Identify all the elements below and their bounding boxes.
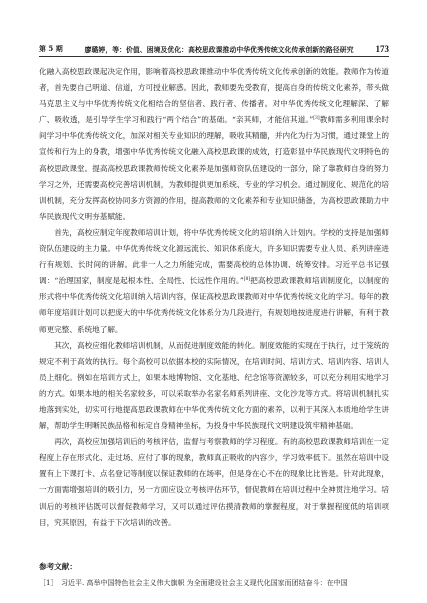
running-header: [39, 42, 389, 54]
references-heading: 参考文献：: [39, 562, 77, 571]
reference-text: 习近平. 高举中国特色社会主义伟大旗帜 为全面建设社会主义现代化国家而团结奋斗：在中国: [61, 579, 348, 587]
citation: [8]: [243, 277, 251, 283]
citation: [3]: [313, 116, 320, 122]
reference-number: ［1］: [39, 579, 58, 587]
running-title: 廖璐婷，等：价值、困境及优化：高校思政课推动中华优秀传统文化传承创新的路径研究: [84, 46, 354, 54]
paragraph: [39, 338, 389, 435]
reference-item: [39, 578, 389, 588]
paragraph-text: 其次，高校应细化教师培训机制，从而促进制度效能的转化。制度效能的实现在于执行，过于笼统的规定不利于高效的执行。每个高校可以依据本校的实际情况，在培训时间、培训方式、培训内容、培训人员上细化。例如在培训方式上，如果本地博物馆、文化基地、纪念馆等资源较多，可以充分利用实地学习的方式。如果本地的相关名家较多，可以采取举办名家名师系列讲座、文化沙龙等方式。将培训机制扎实地落到实处，切实可行地提高思政课教师在中华优秀传统文化方面的素养，以利于其深入本质地给学生讲解，帮助学生明晰民族品格和标定自身精神坐标，为投身中华民族现代文明建设筑牢精神基础。: [39, 340, 389, 431]
paragraph-text: 首先，高校应制定年度教师培训计划，将中华优秀传统文化的培训纳入计划内。学校的支持是加强师资队伍建设的主力量。中华优秀传统文化源远流长、知识体系庞大，许多知识需要专业人员、系列讲座进行有规划、长时间的讲解。此非一人之力所能完成，需要高校的总体协调、统筹安排。习近平总书记强调：“治理国家，制度是起根本性、全局性、长远性作用的。”: [39, 227, 389, 286]
issue-label: 第 5 期: [39, 44, 63, 53]
page-number: 173: [375, 44, 389, 54]
paragraph: [39, 64, 389, 225]
body-text: [39, 64, 389, 531]
paragraph-text: 再次，高校应加强培训后的考核评估，监督与考察教师的学习程度。有的高校思政课教师培训在一定程度上存在形式化、走过场、应付了事的现象，教师真正吸收的内容少，学习效率低下。虽然在培训中设置有上下课打卡、点名登记等制度以保证教师的在场率，但是身在心不在的现象比比皆是。针对此现象，一方面需增强培训的吸引力，另一方面应设立考核评估环节，督促教师在培训过程中全神贯注地学习。培训后的考核评估既可以督促教师学习，又可以通过评估摸清教师的掌握程度，对于掌握程度低的培训项目，究其原因，有益于下次培训的改善。: [39, 437, 389, 527]
paragraph-text: 化融入高校思政课起决定作用，影响着高校思政课推动中华优秀传统文化传承创新的效能。教师作为传道者，首先要自己明道、信道，方可授业解惑。因此，教师要先受教育，提高自身的传统文化素养，带头做马克思主义与中华优秀传统文化相结合的坚信者、践行者、传播者。对中华优秀传统文化理解深、了解广、吸收透，是引导学生学习和践行“两个结合”的基础。“亲其师，才能信其道。”: [39, 67, 389, 125]
paragraph: [39, 434, 389, 531]
header-rule: [39, 56, 389, 57]
paragraph-text: 把高校思政课教师培训制度化，以制度的形式将中华优秀传统文化培训纳入培训内容，保证高校思政课教师对中华优秀传统文化的学习。每年的教师年度培训计划可以把庞大的中华优秀传统文化体系分为几段进行，有规划地按进度进行讲解，有利于教师更完整、系统地了解。: [39, 276, 389, 334]
paragraph: [39, 225, 389, 338]
paragraph-text: 教师需多利用课余时间学习中华优秀传统文化，加深对相关专业知识的理解，吸收其精髓，并内化为行为习惯，通过课堂上的宣传和行为上的身教，增强中华优秀传统文化融入高校思政课的成效，打造彰显中华民族现代文明特色的高校思政课堂。提高高校思政课教师传统文化素养是加强师资队伍建设的一部分，除了靠教师自身的努力学习之外，还需要高校完善培训机制，为教师提供更加系统、专业的学习机会。通过制度化、规范化的培训机制，充分发挥高校协同多方资源的作用，提高教师的文化素养和专业知识储备，为高校思政课助力中华民族现代文明夯基赋能。: [39, 115, 390, 221]
